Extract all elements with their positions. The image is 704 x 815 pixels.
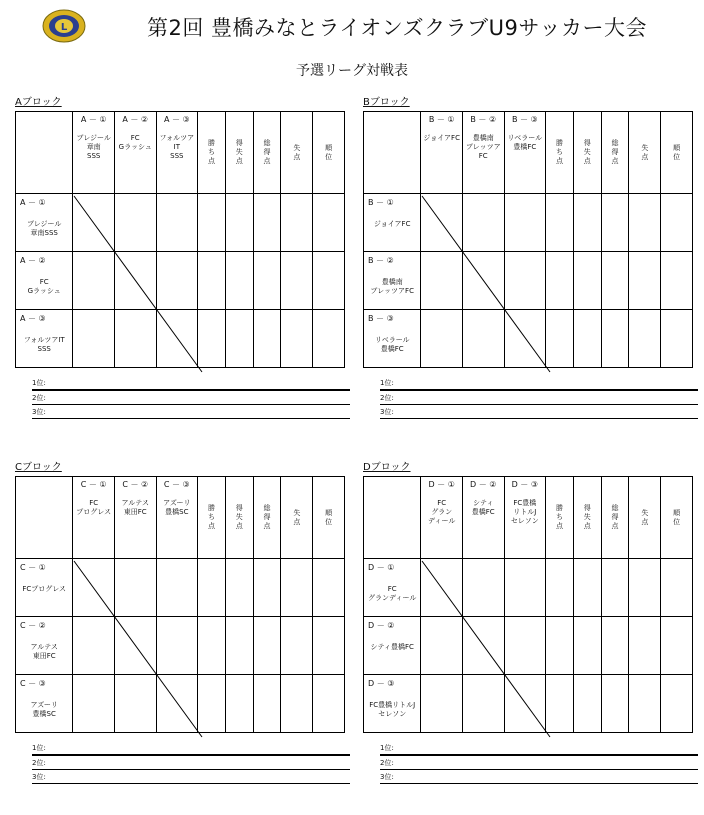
block-0: [15, 96, 345, 419]
stat-cell: [546, 675, 574, 733]
team-name: アズーリ 豊橋SC: [30, 701, 58, 718]
stat-cell: [601, 194, 629, 252]
rank-label: 2位:: [32, 759, 46, 767]
team-code: C － ③: [20, 679, 46, 688]
stat-header: 順 位: [661, 477, 693, 559]
rank-label: 2位:: [380, 394, 394, 402]
stat-cell: [629, 617, 661, 675]
stat-cell: [601, 252, 629, 310]
stat-header: 総 得 点: [253, 477, 281, 559]
stat-cell: [313, 310, 345, 368]
team-code: B － ②: [368, 256, 394, 265]
result-cell: [114, 559, 156, 617]
match-table: [363, 111, 693, 368]
column-team-header: [462, 112, 504, 194]
team-name: アズーリ 豊橋SC: [163, 499, 191, 516]
stat-cell: [546, 310, 574, 368]
column-team-header: [504, 477, 546, 559]
column-team-header: [504, 112, 546, 194]
stat-header: 得 失 点: [573, 477, 601, 559]
team-name: シティ 豊橋FC: [471, 499, 495, 516]
block-label: Cブロック: [15, 462, 62, 473]
stat-cell: [225, 675, 253, 733]
team-name: FC Gラッシュ: [118, 134, 152, 151]
stat-cell: [573, 559, 601, 617]
team-code: B － ③: [511, 115, 538, 124]
rank-label: 2位:: [380, 759, 394, 767]
rank-line: [380, 376, 698, 391]
stat-header: 順 位: [661, 112, 693, 194]
team-code: A － ②: [20, 256, 46, 265]
svg-text:L: L: [60, 22, 68, 33]
team-name: ジョイアFC: [423, 134, 460, 142]
row-team-header: [364, 559, 421, 617]
stat-header: 得 失 点: [225, 112, 253, 194]
result-cell: [114, 194, 156, 252]
team-code: A － ①: [80, 115, 107, 124]
column-team-header: [73, 112, 115, 194]
team-name: 豊橋南 ブレッツアFC: [370, 278, 414, 295]
rank-line: [380, 770, 698, 784]
stat-cell: [313, 194, 345, 252]
column-team-header: [156, 112, 198, 194]
team-code: C － ①: [20, 563, 46, 572]
lions-club-emblem-icon: [41, 8, 87, 44]
stat-cell: [601, 675, 629, 733]
stat-cell: [661, 617, 693, 675]
stat-header: 順 位: [313, 477, 345, 559]
team-name: ジョイアFC: [373, 220, 411, 228]
table-row: [16, 194, 345, 252]
team-name: フォルツアIT SSS: [23, 336, 65, 353]
stat-header: 順 位: [313, 112, 345, 194]
stat-header: 総 得 点: [601, 477, 629, 559]
stat-header: 勝 ち 点: [546, 477, 574, 559]
table-row: [364, 559, 693, 617]
stat-cell: [573, 252, 601, 310]
result-cell: [73, 194, 115, 252]
corner-cell: [364, 477, 421, 559]
block-1: [363, 96, 693, 419]
result-cell: [156, 310, 198, 368]
corner-cell: [364, 112, 421, 194]
rank-label: 1位:: [32, 379, 46, 387]
stat-header: 総 得 点: [253, 112, 281, 194]
stat-cell: [253, 675, 281, 733]
rank-label: 3位:: [32, 773, 46, 781]
stat-cell: [661, 252, 693, 310]
stat-cell: [313, 617, 345, 675]
team-name: FC グランディール: [368, 585, 417, 602]
stat-cell: [573, 617, 601, 675]
page-subtitle: 予選リーグ対戦表: [296, 63, 408, 79]
rank-line: [380, 741, 698, 756]
stat-header: 総 得 点: [601, 112, 629, 194]
team-code: A － ③: [163, 115, 190, 124]
team-name: リベラール 豊橋FC: [507, 134, 543, 151]
result-cell: [114, 675, 156, 733]
stat-cell: [198, 617, 226, 675]
team-name: アルテス 東田FC: [121, 499, 149, 516]
page-title: 第2回 豊橋みなとライオンズクラブU9サッカー大会: [147, 16, 647, 40]
result-cell: [73, 559, 115, 617]
row-team-header: [16, 675, 73, 733]
stat-header: 勝 ち 点: [198, 477, 226, 559]
column-team-header: [421, 477, 463, 559]
stat-cell: [281, 252, 313, 310]
row-team-header: [16, 310, 73, 368]
team-code: B － ②: [470, 115, 497, 124]
row-team-header: [364, 194, 421, 252]
stat-cell: [629, 310, 661, 368]
team-code: C － ②: [122, 480, 149, 489]
rank-line: [380, 405, 698, 419]
result-cell: [504, 559, 546, 617]
rank-line: [32, 376, 350, 391]
team-name: ブレジール 章南 SSS: [76, 134, 111, 160]
stat-cell: [225, 194, 253, 252]
team-code: C － ①: [80, 480, 107, 489]
stat-cell: [661, 559, 693, 617]
stat-header: 失 点: [281, 112, 313, 194]
column-team-header: [73, 477, 115, 559]
result-cell: [462, 252, 504, 310]
result-cell: [462, 675, 504, 733]
row-team-header: [16, 194, 73, 252]
table-row: [16, 617, 345, 675]
stat-cell: [661, 310, 693, 368]
rank-label: 3位:: [380, 773, 394, 781]
column-team-header: [462, 477, 504, 559]
result-cell: [504, 310, 546, 368]
stat-cell: [225, 617, 253, 675]
stat-cell: [629, 559, 661, 617]
stat-cell: [281, 194, 313, 252]
stat-cell: [601, 617, 629, 675]
table-row: [16, 310, 345, 368]
result-cell: [114, 310, 156, 368]
stat-cell: [629, 675, 661, 733]
rank-line: [32, 756, 350, 770]
rank-label: 1位:: [32, 744, 46, 752]
rank-label: 1位:: [380, 379, 394, 387]
team-name: シティ豊橋FC: [370, 643, 414, 651]
row-team-header: [16, 252, 73, 310]
row-team-header: [16, 617, 73, 675]
stat-cell: [281, 617, 313, 675]
team-code: B － ③: [368, 314, 394, 323]
stat-cell: [313, 559, 345, 617]
column-team-header: [156, 477, 198, 559]
stat-cell: [253, 617, 281, 675]
team-name: フォルツア IT SSS: [159, 134, 195, 160]
table-row: [364, 252, 693, 310]
rank-line: [380, 391, 698, 405]
row-team-header: [364, 310, 421, 368]
block-3: [363, 461, 693, 784]
row-team-header: [364, 675, 421, 733]
corner-cell: [16, 112, 73, 194]
stat-cell: [198, 559, 226, 617]
team-name: FC豊橋 リトルJ セレソン: [510, 499, 539, 525]
result-cell: [156, 252, 198, 310]
stat-cell: [601, 559, 629, 617]
stat-header: 勝 ち 点: [198, 112, 226, 194]
result-cell: [73, 310, 115, 368]
team-code: D － ②: [470, 480, 497, 489]
team-code: D － ①: [368, 563, 395, 572]
column-team-header: [421, 112, 463, 194]
stat-header: 得 失 点: [573, 112, 601, 194]
team-code: D － ③: [368, 679, 395, 688]
team-code: C － ②: [20, 621, 46, 630]
stat-cell: [601, 310, 629, 368]
team-code: A － ③: [20, 314, 46, 323]
team-code: D － ③: [511, 480, 539, 489]
corner-cell: [16, 477, 73, 559]
stat-cell: [546, 559, 574, 617]
result-cell: [156, 675, 198, 733]
result-cell: [73, 617, 115, 675]
stat-cell: [253, 252, 281, 310]
stat-cell: [198, 252, 226, 310]
result-cell: [73, 675, 115, 733]
stat-cell: [281, 559, 313, 617]
stat-header: 失 点: [629, 477, 661, 559]
rank-line: [32, 391, 350, 405]
stat-cell: [281, 675, 313, 733]
stat-cell: [629, 194, 661, 252]
result-cell: [421, 310, 463, 368]
team-name: 豊橋南 ブレッツア FC: [465, 134, 501, 160]
block-label: Dブロック: [363, 462, 411, 473]
result-cell: [114, 617, 156, 675]
rank-label: 3位:: [32, 408, 46, 416]
team-code: A － ①: [20, 198, 46, 207]
stat-header: 失 点: [281, 477, 313, 559]
stat-header: 勝 ち 点: [546, 112, 574, 194]
result-cell: [421, 559, 463, 617]
column-team-header: [114, 112, 156, 194]
column-team-header: [114, 477, 156, 559]
result-cell: [156, 194, 198, 252]
match-table: [363, 476, 693, 733]
result-cell: [421, 252, 463, 310]
table-row: [364, 194, 693, 252]
block-label: Aブロック: [15, 97, 62, 108]
result-cell: [421, 675, 463, 733]
team-code: D － ②: [368, 621, 395, 630]
table-row: [364, 675, 693, 733]
stat-cell: [253, 559, 281, 617]
team-code: D － ①: [428, 480, 455, 489]
table-row: [364, 617, 693, 675]
rank-line: [32, 770, 350, 784]
team-name: FC グラン ディール: [428, 499, 456, 525]
result-cell: [504, 194, 546, 252]
team-name: アルテス 東田FC: [30, 643, 58, 660]
team-name: ブレジール 章南SSS: [27, 220, 62, 237]
rank-label: 3位:: [380, 408, 394, 416]
result-cell: [114, 252, 156, 310]
stat-cell: [313, 252, 345, 310]
result-cell: [504, 617, 546, 675]
rank-label: 1位:: [380, 744, 394, 752]
row-team-header: [364, 617, 421, 675]
match-table: [15, 111, 345, 368]
stat-cell: [225, 559, 253, 617]
match-table-wrap: [15, 111, 345, 368]
table-row: [364, 310, 693, 368]
team-name: FCプログレス: [22, 585, 67, 593]
rank-line: [380, 756, 698, 770]
result-cell: [421, 617, 463, 675]
team-name: FC プログレス: [76, 499, 112, 516]
result-cell: [504, 252, 546, 310]
row-team-header: [16, 559, 73, 617]
result-cell: [73, 252, 115, 310]
rank-label: 2位:: [32, 394, 46, 402]
table-row: [16, 559, 345, 617]
result-cell: [504, 675, 546, 733]
match-table-wrap: [15, 476, 345, 733]
stat-cell: [573, 194, 601, 252]
rank-line: [32, 741, 350, 756]
result-cell: [156, 617, 198, 675]
stat-cell: [198, 194, 226, 252]
stat-cell: [198, 310, 226, 368]
stat-cell: [313, 675, 345, 733]
stat-cell: [546, 194, 574, 252]
result-cell: [421, 194, 463, 252]
block-label: Bブロック: [363, 97, 410, 108]
row-team-header: [364, 252, 421, 310]
result-cell: [462, 617, 504, 675]
stat-cell: [253, 310, 281, 368]
rank-line: [32, 405, 350, 419]
table-row: [16, 252, 345, 310]
stat-cell: [253, 194, 281, 252]
team-code: B － ①: [368, 198, 394, 207]
team-name: リベラール 豊橋FC: [374, 336, 410, 353]
stat-header: 失 点: [629, 112, 661, 194]
stat-cell: [281, 310, 313, 368]
stat-cell: [661, 675, 693, 733]
result-cell: [156, 559, 198, 617]
result-cell: [462, 559, 504, 617]
stat-cell: [546, 617, 574, 675]
match-table-wrap: [363, 476, 693, 733]
stat-cell: [573, 310, 601, 368]
result-cell: [462, 310, 504, 368]
team-code: B － ①: [428, 115, 455, 124]
team-name: FC豊橋リトルJ セレソン: [369, 701, 416, 718]
block-2: [15, 461, 345, 784]
page-header: [0, 0, 704, 90]
stat-cell: [225, 310, 253, 368]
result-cell: [462, 194, 504, 252]
stat-cell: [198, 675, 226, 733]
stat-cell: [546, 252, 574, 310]
stat-header: 得 失 点: [225, 477, 253, 559]
stat-cell: [225, 252, 253, 310]
stat-cell: [629, 252, 661, 310]
match-table-wrap: [363, 111, 693, 368]
table-row: [16, 675, 345, 733]
team-code: A － ②: [122, 115, 149, 124]
team-code: C － ③: [163, 480, 190, 489]
stat-cell: [573, 675, 601, 733]
team-name: FC Gラッシュ: [27, 278, 61, 295]
stat-cell: [661, 194, 693, 252]
match-table: [15, 476, 345, 733]
